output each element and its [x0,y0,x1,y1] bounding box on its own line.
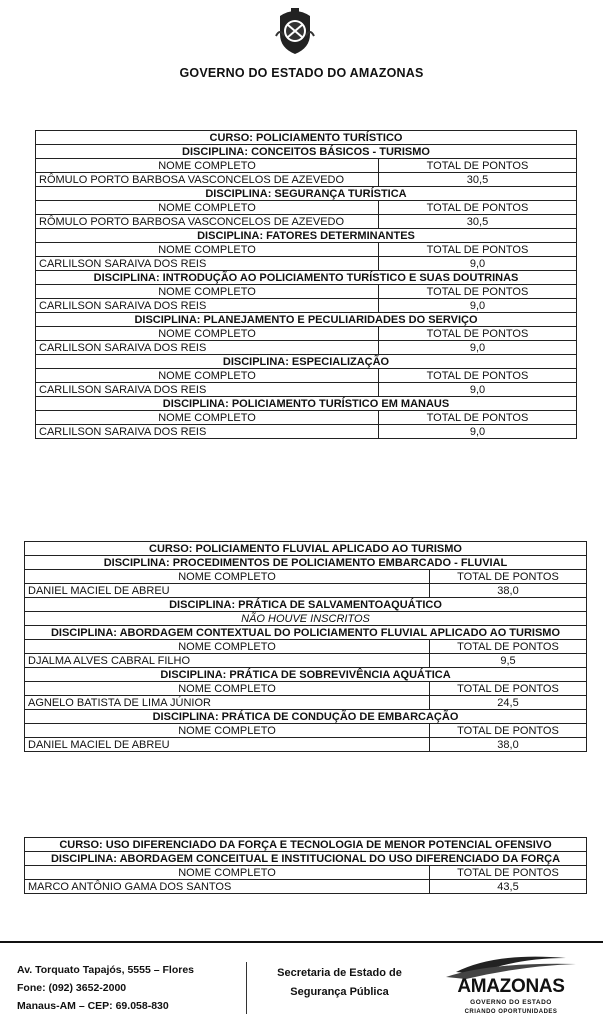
cell-name: DANIEL MACIEL DE ABREU [25,584,430,598]
cell-name: DANIEL MACIEL DE ABREU [25,738,430,752]
page-title: GOVERNO DO ESTADO DO AMAZONAS [179,66,424,80]
course-table-policiamento-turistico [35,130,577,439]
section-heading: DISCIPLINA: FATORES DETERMINANTES [36,229,577,243]
table-row [36,173,577,187]
cell-points: 38,0 [430,738,587,752]
table-row [25,598,587,612]
section-heading: DISCIPLINA: POLICIAMENTO TURÍSTICO EM MANAUS [36,397,577,411]
table-row [36,145,577,159]
footer-address [17,961,194,1015]
table-row [36,425,577,439]
column-header-points: TOTAL DE PONTOS [430,640,587,654]
table-row [25,640,587,654]
address-line: Av. Torquato Tapajós, 5555 – Flores [17,964,194,976]
table-row [36,187,577,201]
table-row [25,584,587,598]
table-row [25,654,587,668]
column-header-name: NOME COMPLETO [36,243,379,257]
table-row [25,738,587,752]
table-row [36,327,577,341]
table-row [25,612,587,626]
section-heading: DISCIPLINA: SEGURANÇA TURÍSTICA [36,187,577,201]
postal-line: Manaus-AM – CEP: 69.058-830 [17,1000,169,1012]
coat-of-arms-icon [274,6,316,56]
cell-points: 9,5 [430,654,587,668]
section-heading: DISCIPLINA: PRÁTICA DE SALVAMENTOAQUÁTICO [25,598,587,612]
section-heading: CURSO: POLICIAMENTO TURÍSTICO [36,131,577,145]
section-heading: DISCIPLINA: PRÁTICA DE CONDUÇÃO DE EMBARCAÇÃO [25,710,587,724]
cell-points: 9,0 [379,383,577,397]
course-table-policiamento-fluvial [24,541,587,752]
column-header-points: TOTAL DE PONTOS [430,570,587,584]
cell-name: DJALMA ALVES CABRAL FILHO [25,654,430,668]
table-row [25,682,587,696]
section-heading: CURSO: USO DIFERENCIADO DA FORÇA E TECNOLOGIA DE MENOR POTENCIAL OFENSIVO [25,838,587,852]
cell-name: AGNELO BATISTA DE LIMA JÚNIOR [25,696,430,710]
table-row [36,341,577,355]
secretariat-line-1: Secretaria de Estado de [277,967,402,979]
cell-name: RÔMULO PORTO BARBOSA VASCONCELOS DE AZEVEDO [36,173,379,187]
column-header-name: NOME COMPLETO [36,285,379,299]
table-row [36,369,577,383]
cell-points: 9,0 [379,299,577,313]
cell-name: CARLILSON SARAIVA DOS REIS [36,383,379,397]
cell-points: 30,5 [379,173,577,187]
table-row [36,131,577,145]
footer-divider-line [0,941,603,943]
table-row [36,271,577,285]
column-header-name: NOME COMPLETO [25,682,430,696]
cell-name: CARLILSON SARAIVA DOS REIS [36,299,379,313]
table-row [25,668,587,682]
table-row [25,880,587,894]
table-row [36,299,577,313]
table-row [36,159,577,173]
section-heading: DISCIPLINA: INTRODUÇÃO AO POLICIAMENTO TURÍSTICO E SUAS DOUTRINAS [36,271,577,285]
table-row [25,626,587,640]
section-heading: DISCIPLINA: ABORDAGEM CONCEITUAL E INSTITUCIONAL DO USO DIFERENCIADO DA FORÇA [25,852,587,866]
logo-wordmark: AMAZONAS [457,976,565,997]
table-row [36,215,577,229]
column-header-name: NOME COMPLETO [25,724,430,738]
cell-points: 9,0 [379,425,577,439]
table-row [25,542,587,556]
column-header-points: TOTAL DE PONTOS [379,159,577,173]
table-row [25,838,587,852]
table-row [25,724,587,738]
column-header-name: NOME COMPLETO [36,327,379,341]
footer-vertical-divider [246,962,247,1014]
note-cell: NÃO HOUVE INSCRITOS [25,612,587,626]
column-header-name: NOME COMPLETO [25,640,430,654]
table-row [36,355,577,369]
table-row [36,313,577,327]
course-table-uso-diferenciado-forca [24,837,587,894]
cell-points: 24,5 [430,696,587,710]
column-header-points: TOTAL DE PONTOS [379,327,577,341]
column-header-name: NOME COMPLETO [36,369,379,383]
table-row [36,257,577,271]
column-header-points: TOTAL DE PONTOS [379,243,577,257]
column-header-name: NOME COMPLETO [25,570,430,584]
footer-secretariat [252,964,427,1002]
section-heading: DISCIPLINA: ABORDAGEM CONTEXTUAL DO POLICIAMENTO FLUVIAL APLICADO AO TURISMO [25,626,587,640]
table-row [25,556,587,570]
table-row [25,866,587,880]
column-header-name: NOME COMPLETO [25,866,430,880]
table-row [36,383,577,397]
cell-points: 30,5 [379,215,577,229]
cell-name: MARCO ANTÔNIO GAMA DOS SANTOS [25,880,430,894]
table-row [25,696,587,710]
cell-points: 9,0 [379,341,577,355]
column-header-name: NOME COMPLETO [36,159,379,173]
table-row [36,229,577,243]
section-heading: DISCIPLINA: PROCEDIMENTOS DE POLICIAMENTO EMBARCADO - FLUVIAL [25,556,587,570]
column-header-points: TOTAL DE PONTOS [430,866,587,880]
amazonas-logo [436,950,586,1020]
cell-name: RÔMULO PORTO BARBOSA VASCONCELOS DE AZEVEDO [36,215,379,229]
table-row [25,852,587,866]
table-row [25,570,587,584]
logo-slogan: CRIANDO OPORTUNIDADES [464,1009,558,1015]
section-heading: DISCIPLINA: CONCEITOS BÁSICOS - TURISMO [36,145,577,159]
table-row [36,285,577,299]
section-heading: DISCIPLINA: ESPECIALIZAÇÃO [36,355,577,369]
section-heading: CURSO: POLICIAMENTO FLUVIAL APLICADO AO TURISMO [25,542,587,556]
table-row [25,710,587,724]
table-row [36,397,577,411]
column-header-name: NOME COMPLETO [36,201,379,215]
table-row [36,243,577,257]
cell-name: CARLILSON SARAIVA DOS REIS [36,341,379,355]
column-header-points: TOTAL DE PONTOS [379,369,577,383]
cell-points: 38,0 [430,584,587,598]
column-header-points: TOTAL DE PONTOS [430,682,587,696]
logo-subtitle: GOVERNO DO ESTADO [470,999,552,1006]
secretariat-line-2: Segurança Pública [290,986,389,998]
column-header-points: TOTAL DE PONTOS [379,411,577,425]
section-heading: DISCIPLINA: PRÁTICA DE SOBREVIVÊNCIA AQUÁTICA [25,668,587,682]
phone-line: Fone: (092) 3652-2000 [17,982,127,994]
cell-points: 43,5 [430,880,587,894]
section-heading: DISCIPLINA: PLANEJAMENTO E PECULIARIDADES DO SERVIÇO [36,313,577,327]
column-header-points: TOTAL DE PONTOS [379,201,577,215]
cell-name: CARLILSON SARAIVA DOS REIS [36,257,379,271]
cell-points: 9,0 [379,257,577,271]
column-header-name: NOME COMPLETO [36,411,379,425]
column-header-points: TOTAL DE PONTOS [430,724,587,738]
table-row [36,411,577,425]
column-header-points: TOTAL DE PONTOS [379,285,577,299]
table-row [36,201,577,215]
cell-name: CARLILSON SARAIVA DOS REIS [36,425,379,439]
